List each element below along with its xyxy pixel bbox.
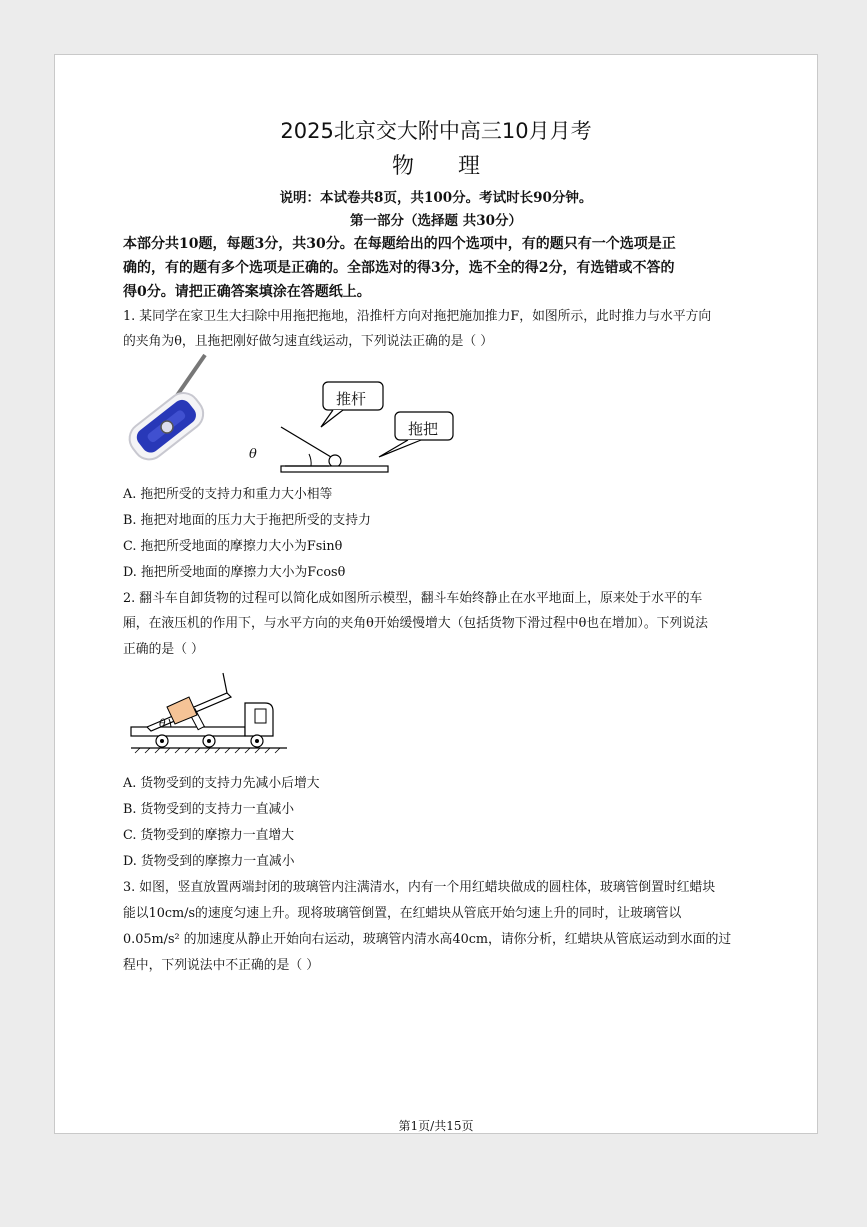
question-2-text: 2. 翻斗车自卸货物的过程可以简化成如图所示模型，翻斗车始终静止在水平地面上，原来处于水平的车 [123, 591, 703, 606]
question-1-text: 的夹角为θ，且拖把刚好做匀速直线运动，下列说法正确的是（ ） [123, 334, 494, 349]
question-3-text: 3. 如图，竖直放置两端封闭的玻璃管内注满清水，内有一个用红蜡块做成的圆柱体，玻璃管倒置时红蜡块 [123, 880, 716, 895]
option-d[interactable]: D. 拖把所受地面的摩擦力大小为Fcosθ [123, 565, 346, 580]
option-b[interactable]: B. 货物受到的支持力一直减小 [123, 802, 295, 817]
mop-label: 拖把 [408, 420, 439, 438]
angle-label: θ [249, 447, 257, 462]
option-c[interactable]: C. 拖把所受地面的摩擦力大小为Fsinθ [123, 539, 343, 554]
exam-title: 2025北京交大附中高三10月月考 [280, 119, 592, 143]
question-2-text: 正确的是（ ） [123, 642, 204, 657]
page-number: 第1页/共15页 [398, 1119, 474, 1133]
intro-line: 本部分共10题，每题3分，共30分。在每题给出的四个选项中，有的题只有一个选项是正 [123, 236, 676, 252]
rod-label: 推杆 [336, 390, 367, 408]
option-b[interactable]: B. 拖把对地面的压力大于拖把所受的支持力 [123, 513, 371, 528]
intro-line: 确的，有的题有多个选项是正确的。全部选对的得3分，选不全的得2分，有选错或不答的 [123, 260, 675, 276]
exam-note: 说明：本试卷共8页，共100分。考试时长90分钟。 [279, 190, 593, 206]
intro-line: 得0分。请把正确答案填涂在答题纸上。 [123, 284, 371, 300]
exam-page [54, 54, 818, 1134]
dump-truck-figure [127, 665, 297, 765]
subject-title: 物理 [391, 154, 524, 179]
mop-figure [125, 355, 425, 475]
section-title: 第一部分（选择题 共30分） [350, 213, 522, 229]
option-a[interactable]: A. 货物受到的支持力先减小后增大 [123, 776, 320, 791]
option-a[interactable]: A. 拖把所受的支持力和重力大小相等 [123, 487, 333, 502]
truck-angle-label: θ [159, 717, 166, 730]
question-1-text: 1. 某同学在家卫生大扫除中用拖把拖地，沿推杆方向对拖把施加推力F，如图所示，此时推力与水平方向 [123, 309, 712, 324]
question-3-text: 程中，下列说法中不正确的是（ ） [123, 958, 320, 973]
question-2-text: 厢，在液压机的作用下，与水平方向的夹角θ开始缓慢增大（包括货物下滑过程中θ也在增加）。下列说法 [123, 616, 708, 631]
option-d[interactable]: D. 货物受到的摩擦力一直减小 [123, 854, 295, 869]
option-c[interactable]: C. 货物受到的摩擦力一直增大 [123, 828, 295, 843]
question-3-text: 能以10cm/s的速度匀速上升。现将玻璃管倒置，在红蜡块从管底开始匀速上升的同时，让玻璃管以 [123, 906, 682, 921]
question-3-text: 0.05m/s² 的加速度从静止开始向右运动，玻璃管内清水高40cm，请你分析，红蜡块从管底运动到水面的过 [123, 932, 732, 947]
mop-photo [123, 355, 209, 466]
